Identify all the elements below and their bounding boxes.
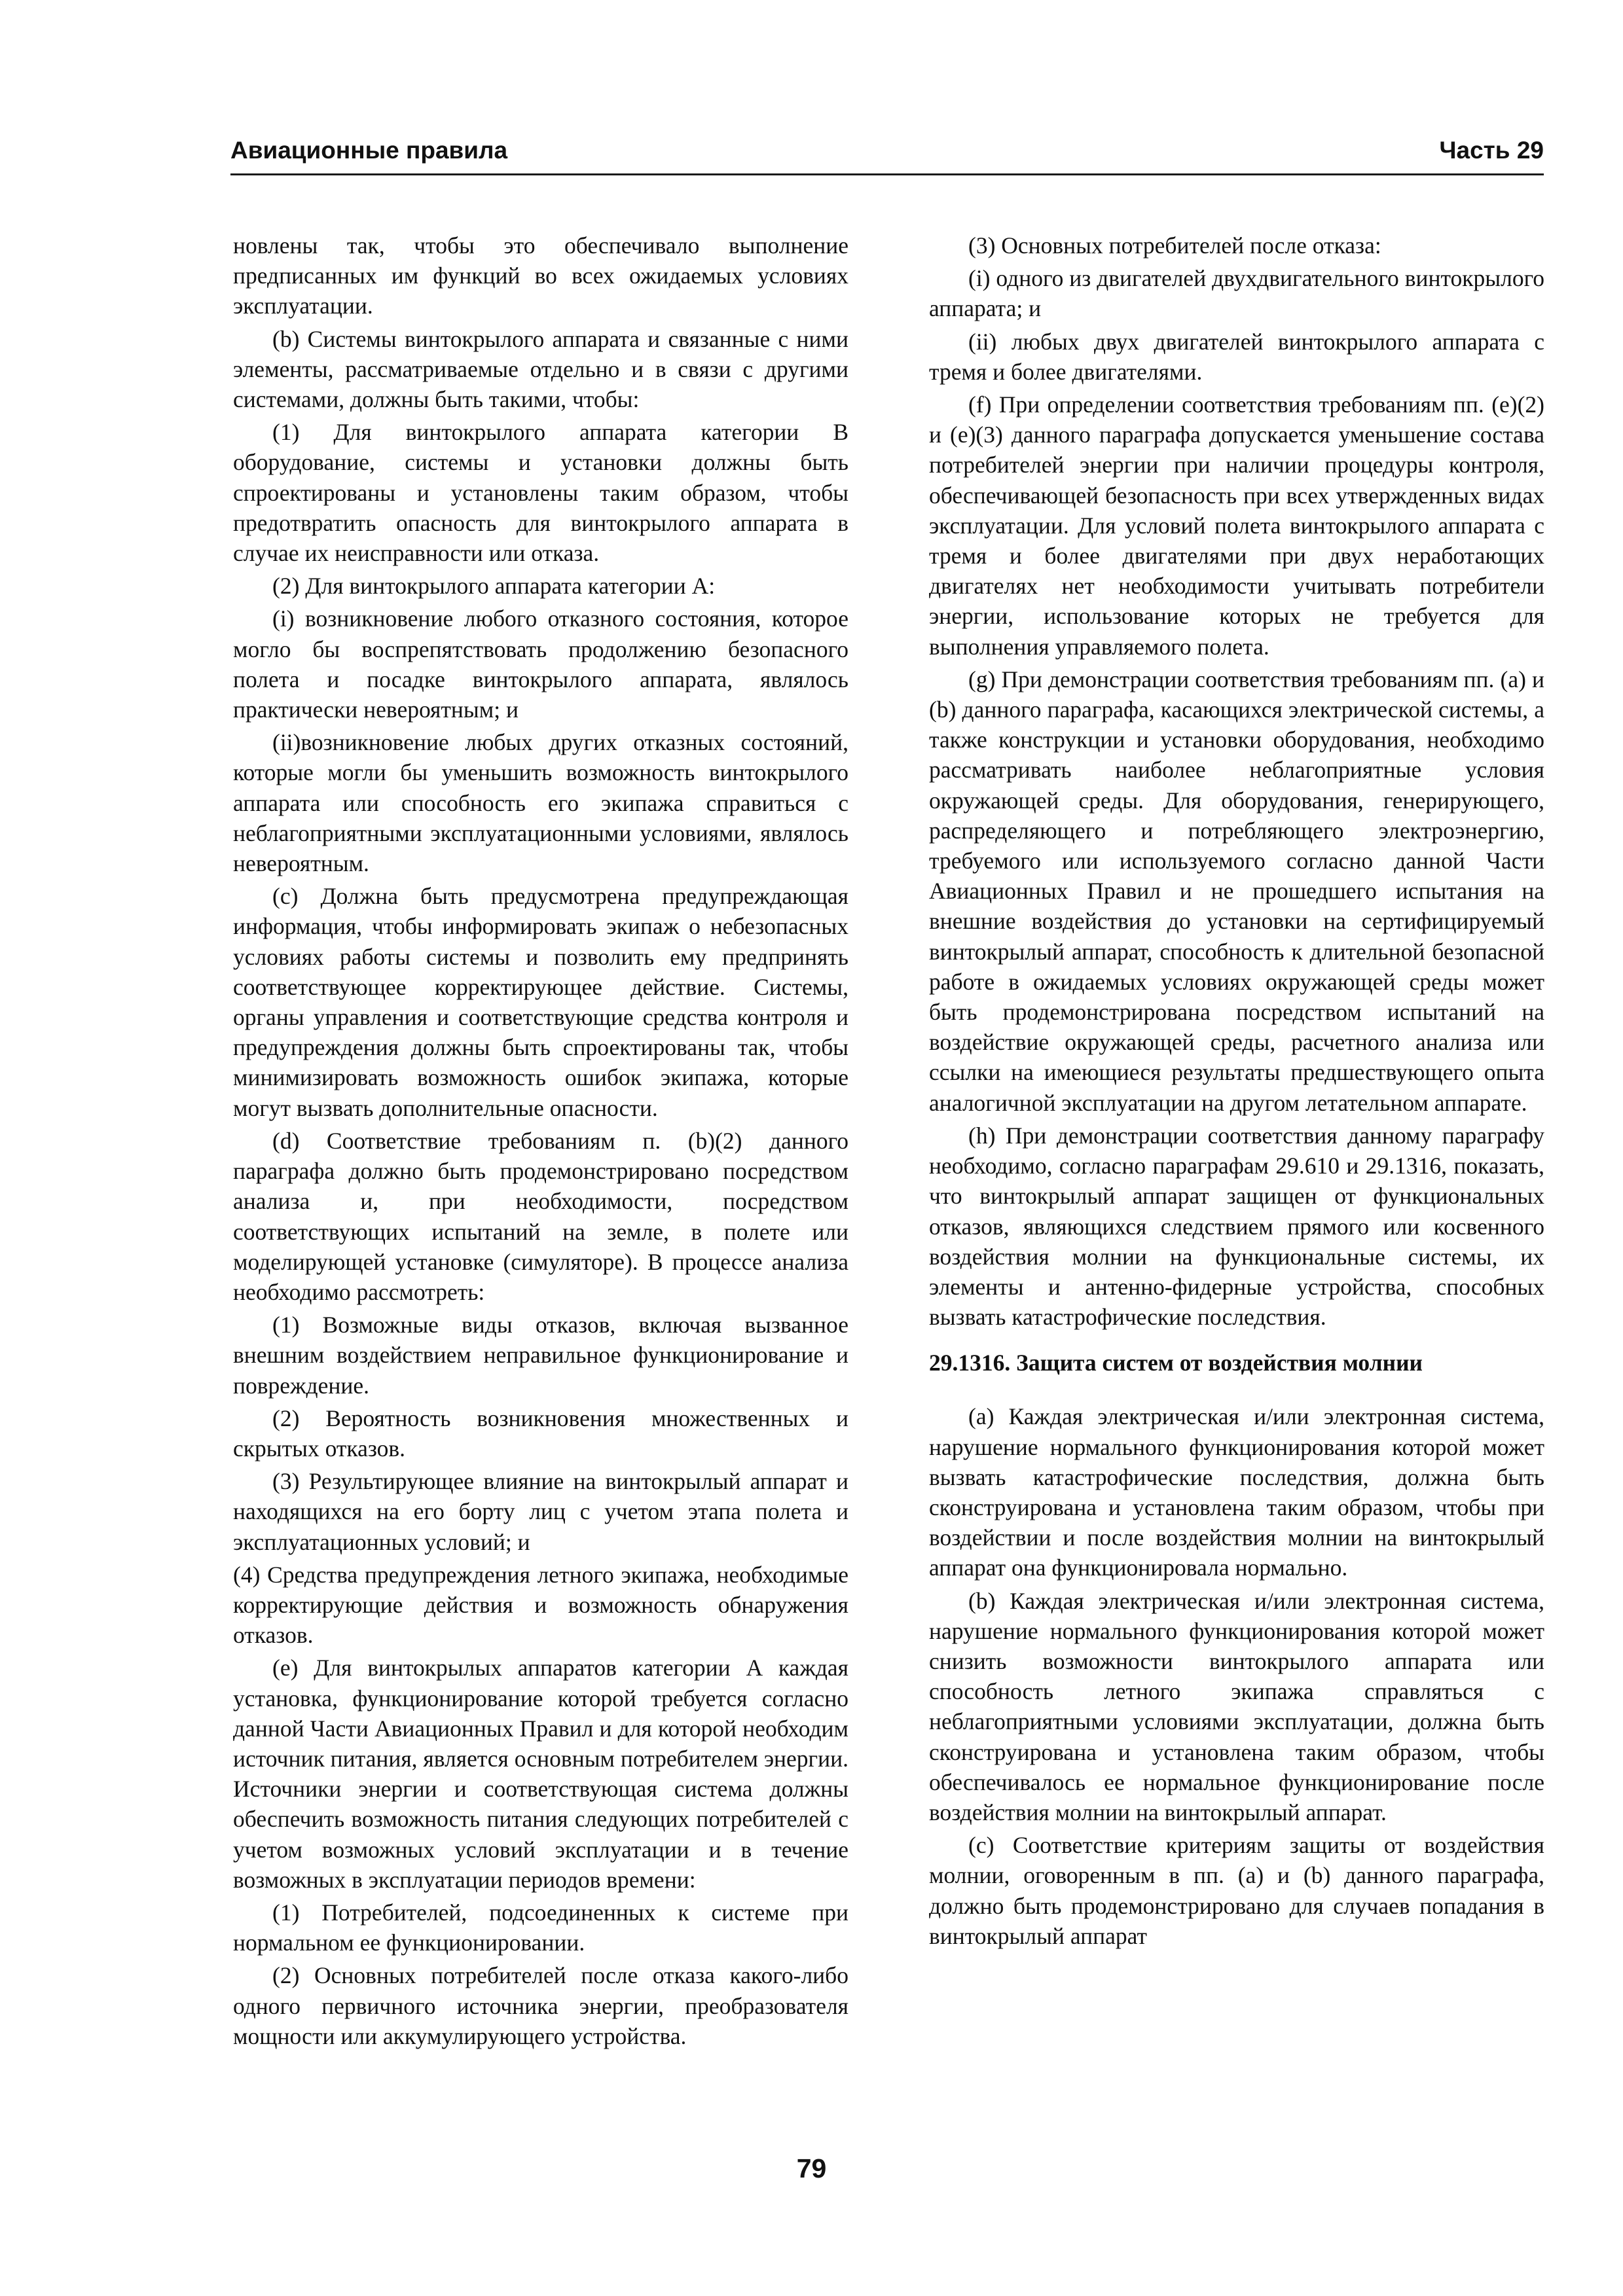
paragraph: (h) При демонстрации соответствия данному параграфу необходимо, согласно параграфам 29.610 и 29.1316, показать, что винтокрылый аппарат защищен от функциональных отказов, являющихся следствием прямого или косвенного воздействия молнии на функциональные системы, их элементы и антенно-фидерные устройства, способных вызвать катастрофические последствия. [929,1122,1544,1331]
paragraph: (3) Основных потребителей после отказа: [968,232,1381,259]
paragraph: (3) Результирующее влияние на винтокрылый аппарат и находящихся на его борту лиц с учетом этапа полета и эксплуатационных условий; и [233,1468,848,1555]
page-header [230,134,1544,175]
page-number: 79 [796,2153,827,2183]
paragraph: (d) Соответствие требованиям п. (b)(2) данного параграфа должно быть продемонстрировано посредством анализа и, при необходимости, посредством соответствующих испытаний на земле, в полете или моделирующей установке (симуляторе). В процессе анализа необходимо рассмотреть: [233,1127,848,1305]
right-column [929,230,1544,1954]
paragraph: (b) Системы винтокрылого аппарата и связанные с ними элементы, рассматриваемые отдельно и в связи с другими системами, должны быть такими, чтобы: [233,325,848,413]
paragraph: новлены так, чтобы это обеспечивало выполнение предписанных им функций во всех ожидаемых условиях эксплуатации. [233,232,848,319]
part-label: Часть 29 [1439,137,1544,164]
document-title: Авиационные правила [230,137,508,164]
paragraph: (ii)возникновение любых других отказных состояний, которые могли бы уменьшить возможность винтокрылого аппарата или способность его экипажа справиться с неблагоприятными эксплуатационными условиями, являлось невероятным. [233,729,848,877]
paragraph: (g) При демонстрации соответствия требованиям пп. (a) и (b) данного параграфа, касающихся электрической системы, а также конструкции и установки оборудования, необходимо рассматривать наиболее неблагоприятные условия окружающей среды. Для оборудования, генерирующего, распределяющего и потребляющего электроэнергию, требуемого или используемого согласно данной Части Авиационных Правил и не прошедшего испытания на внешние воздействия до установки на сертифицируемый винтокрылый аппарат, способность к длительной безопасной работе в ожидаемых условиях окружающей среды может быть продемонстрирована посредством испытаний на воздействие окружающей среды, расчетного анализа или ссылки на имеющиеся результаты предшествующего опыта аналогичной эксплуатации на другом летательном аппарате. [929,666,1544,1116]
paragraph: (e) Для винтокрылых аппаратов категории А каждая установка, функционирование которой требуется согласно данной Части Авиационных Правил и для которой необходим источник питания, является основным потребителем энергии. Источники энергии и соответствующая система должны обеспечить возможность питания следующих потребителей с учетом возможных условий эксплуатации и в течение возможных в эксплуатации периодов времени: [233,1655,848,1893]
section-heading: 29.1316. Защита систем от воздействия молнии [929,1350,1423,1376]
paragraph: (ii) любых двух двигателей винтокрылого аппарата с тремя и более двигателями. [929,328,1544,385]
paragraph: (i) возникновение любого отказного состояния, которое могло бы воспрепятствовать продолжению безопасного полета и посадке винтокрылого аппарата, являлось практически невероятным; и [233,605,848,723]
paragraph: (b) Каждая электрическая и/или электронная система, нарушение нормального функционирования которой может снизить возможности винтокрылого аппарата или способность летного экипажа справляться с неблагоприятными условиями эксплуатации, должна быть сконструирована и установлена таким образом, чтобы обеспечивалось ее нормальное функционирование после воздействия молнии на винтокрылый аппарат. [929,1587,1544,1825]
paragraph: (4) Средства предупреждения летного экипажа, необходимые корректирующие действия и возможность обнаружения отказов. [233,1561,848,1649]
paragraph: (a) Каждая электрическая и/или электронная система, нарушение нормального функционирования которой может вызвать катастрофические последствия, должна быть сконструирована и установлена таким образом, чтобы при воздействии и после воздействия молнии на винтокрылый аппарат она функционировала нормально. [929,1403,1544,1581]
paragraph: (2) Вероятность возникновения множественных и скрытых отказов. [233,1405,848,1462]
paragraph: (c) Соответствие критериям защиты от воздействия молнии, оговоренным в пп. (a) и (b) данного параграфа, должно быть продемонстрировано для случаев попадания в винтокрылый аппарат [929,1832,1544,1949]
paragraph: (1) Потребителей, подсоединенных к системе при нормальном ее функционировании. [233,1899,848,1956]
paragraph: (1) Возможные виды отказов, включая вызванное внешним воздействием неправильное функционирование и повреждение. [233,1312,848,1399]
paragraph: (2) Для винтокрылого аппарата категории А: [272,573,716,600]
paragraph: (i) одного из двигателей двухдвигательного винтокрылого аппарата; и [929,265,1544,322]
paragraph: (2) Основных потребителей после отказа какого-либо одного первичного источника энергии, преобразователя мощности или аккумулирующего устройства. [233,1962,848,2049]
paragraph: (1) Для винтокрылого аппарата категории В оборудование, системы и установки должны быть спроектированы и установлены таким образом, чтобы предотвратить опасность для винтокрылого аппарата в случае их неисправности или отказа. [233,419,848,567]
left-column [233,230,848,2054]
paragraph: (f) При определении соответствия требованиям пп. (e)(2) и (e)(3) данного параграфа допускается уменьшение состава потребителей энергии при наличии процедуры контроля, обеспечивающей безопасность при всех утвержденных видах эксплуатации. Для условий полета винтокрылого аппарата с тремя и более двигателями при двух неработающих двигателях нет необходимости учитывать потребители энергии, использование которых не требуется для выполнения управляемого полета. [929,391,1544,660]
paragraph: (c) Должна быть предусмотрена предупреждающая информация, чтобы информировать экипаж о небезопасных условиях работы системы и позволить ему предпринять соответствующее корректирующее действие. Системы, органы управления и соответствующие средства контроля и предупреждения должны быть спроектированы так, чтобы минимизировать возможность ошибок экипажа, которые могут вызвать дополнительные опасности. [233,883,848,1121]
